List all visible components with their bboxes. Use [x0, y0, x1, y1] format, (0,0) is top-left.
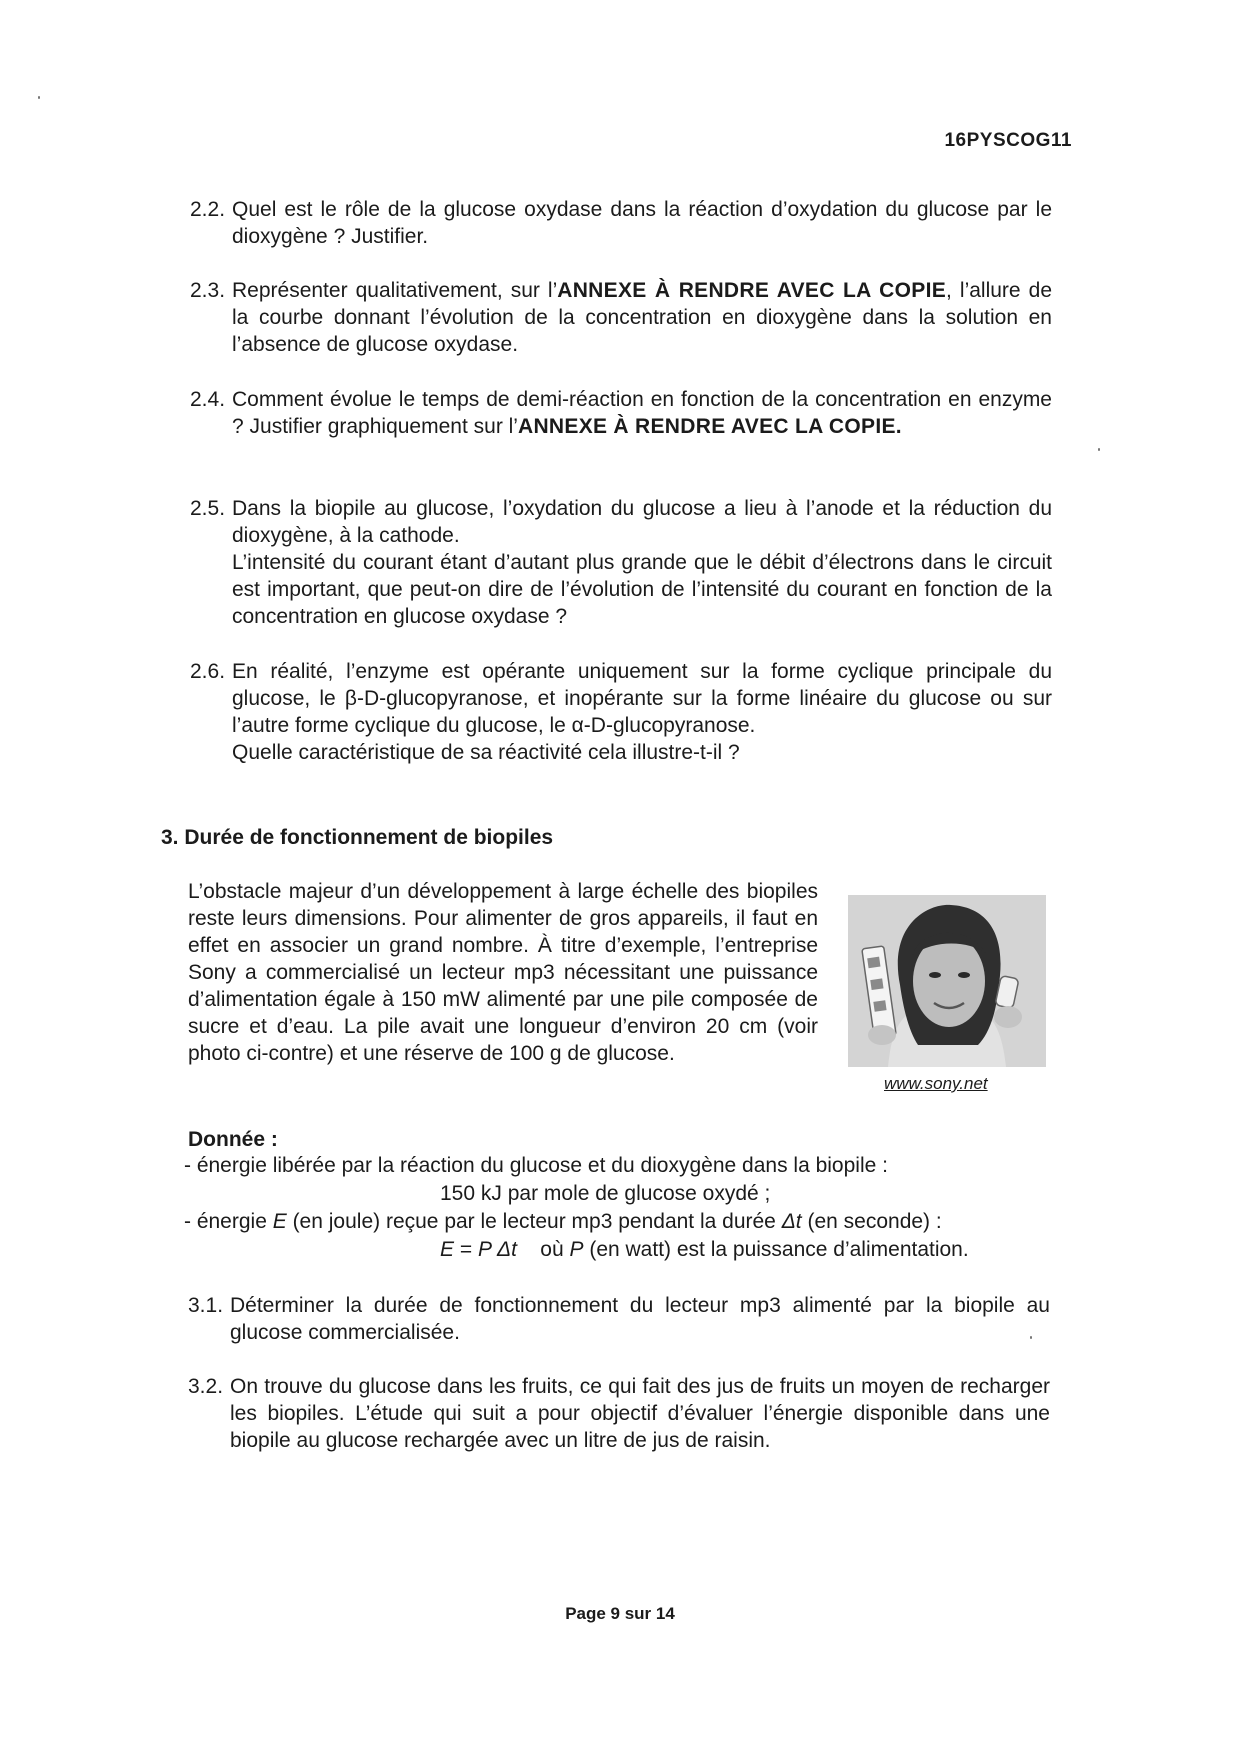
- question-text: Déterminer la durée de fonctionnement du lecteur mp3 alimenté par la biopile au glucose commercialisée.: [230, 1294, 1050, 1344]
- formula-energy: E: [440, 1238, 455, 1261]
- question-3-2: [188, 1373, 1050, 1454]
- photo-illustration: [848, 895, 1046, 1067]
- formula-equals: =: [454, 1238, 478, 1261]
- question-text: En réalité, l’enzyme est opérante uniquement sur la forme cyclique principale du glucose, le β-D-glucopyranose, et inopérante sur la forme linéaire du glucose ou sur l’autre forme cyclique du glucose, le α-D-glucopyranose.: [232, 660, 1052, 737]
- question-number: 2.4.: [190, 388, 226, 411]
- question-number: 3.1.: [188, 1294, 224, 1317]
- question-2-3: [190, 277, 1052, 358]
- page-footer: Page 9 sur 14: [565, 1604, 675, 1623]
- question-2-5: [190, 495, 1052, 630]
- question-text: , l’allure de la courbe donnant l’évolution de la concentration en dioxygène dans la solution en l’absence de glucose oxydase.: [232, 279, 1052, 356]
- donnee-line-1: - énergie libérée par la réaction du glucose et du dioxygène dans la biopile :: [184, 1154, 888, 1177]
- annex-reference: ANNEXE À RENDRE AVEC LA COPIE.: [517, 415, 902, 438]
- scan-speck: [1030, 1336, 1032, 1339]
- question-paragraph: [232, 739, 1052, 766]
- question-text: Comment évolue le temps de demi-réaction en fonction de la concentration en enzyme ? Justifier graphiquement sur l’: [232, 388, 1052, 438]
- annex-reference: ANNEXE À RENDRE AVEC LA COPIE: [557, 279, 947, 302]
- question-number: 2.6.: [190, 660, 226, 683]
- question-number: 3.2.: [188, 1375, 224, 1398]
- question-text: L’intensité du courant étant d’autant plus grande que le débit d’électrons dans le circuit est important, que peut-on dire de l’évolution de l’intensité du courant en fonction de la concentration en glucose oxydase ?: [232, 551, 1052, 628]
- formula-description: (en watt) est la puissance d’alimentation.: [583, 1238, 969, 1261]
- question-2-4: [190, 386, 1052, 440]
- question-2-6: [190, 658, 1052, 766]
- question-paragraph: [230, 1373, 1050, 1454]
- formula-where: où: [516, 1238, 570, 1261]
- sony-biopile-photo: [848, 895, 1046, 1067]
- question-2-2: [190, 196, 1052, 250]
- question-number: 2.3.: [190, 279, 226, 302]
- question-paragraph: [232, 495, 1052, 549]
- question-number: 2.5.: [190, 497, 226, 520]
- photo-source-link[interactable]: www.sony.net: [884, 1074, 988, 1093]
- energy-symbol: E: [272, 1210, 287, 1233]
- donnee-line-3-text-a: - énergie: [184, 1210, 273, 1233]
- question-text: Quelle caractéristique de sa réactivité cela illustre-t-il ?: [232, 741, 740, 764]
- formula-power: P: [477, 1238, 492, 1261]
- formula-power-2: P: [569, 1238, 584, 1261]
- section-3-intro: L’obstacle majeur d’un développement à large échelle des biopiles reste leurs dimensions. Pour alimenter de gros appareils, il faut en effet en associer un grand nombre. À titre d’exemple, l’entreprise Sony a commercialisé un lecteur mp3 nécessitant une puissance d’alimentation égale à 150 mW alimenté par une pile composée de sucre et d’eau. La pile avait une longueur d’environ 20 cm (voir photo ci-contre) et une réserve de 100 g de glucose.: [188, 880, 818, 1065]
- question-paragraph: [232, 658, 1052, 739]
- donnee-line-2: 150 kJ par mole de glucose oxydé ;: [440, 1182, 771, 1205]
- question-paragraph: [232, 277, 1052, 358]
- question-3-1: [188, 1292, 1050, 1346]
- question-paragraph: [232, 386, 1052, 440]
- donnee-formula: [440, 1236, 969, 1263]
- scan-speck: [38, 96, 40, 99]
- donnee-line-3-text-c: (en seconde) :: [801, 1210, 942, 1233]
- question-text: Dans la biopile au glucose, l’oxydation du glucose a lieu à l’anode et la réduction du dioxygène, à la cathode.: [232, 497, 1052, 547]
- duration-symbol: Δt: [781, 1210, 802, 1233]
- section-3-title: 3. Durée de fonctionnement de biopiles: [161, 826, 554, 849]
- document-code: 16PYSCOG11: [944, 130, 1072, 151]
- question-text: Quel est le rôle de la glucose oxydase dans la réaction d’oxydation du glucose par le dioxygène ? Justifier.: [232, 198, 1052, 248]
- question-paragraph: [232, 196, 1052, 250]
- formula-duration: Δt: [491, 1238, 517, 1261]
- question-text: On trouve du glucose dans les fruits, ce qui fait des jus de fruits un moyen de recharger les biopiles. L’étude qui suit a pour objectif d’évaluer l’énergie disponible dans une biopile au glucose rechargée avec un litre de jus de raisin.: [230, 1375, 1050, 1452]
- donnee-title: Donnée :: [188, 1128, 278, 1151]
- donnee-line-3-text-b: (en joule) reçue par le lecteur mp3 pendant la durée: [286, 1210, 782, 1233]
- question-text: Représenter qualitativement, sur l’: [232, 279, 558, 302]
- question-paragraph: [230, 1292, 1050, 1346]
- question-number: 2.2.: [190, 198, 226, 221]
- question-paragraph: [232, 549, 1052, 630]
- donnee-line-3: [184, 1208, 942, 1235]
- scan-speck: [1098, 448, 1100, 451]
